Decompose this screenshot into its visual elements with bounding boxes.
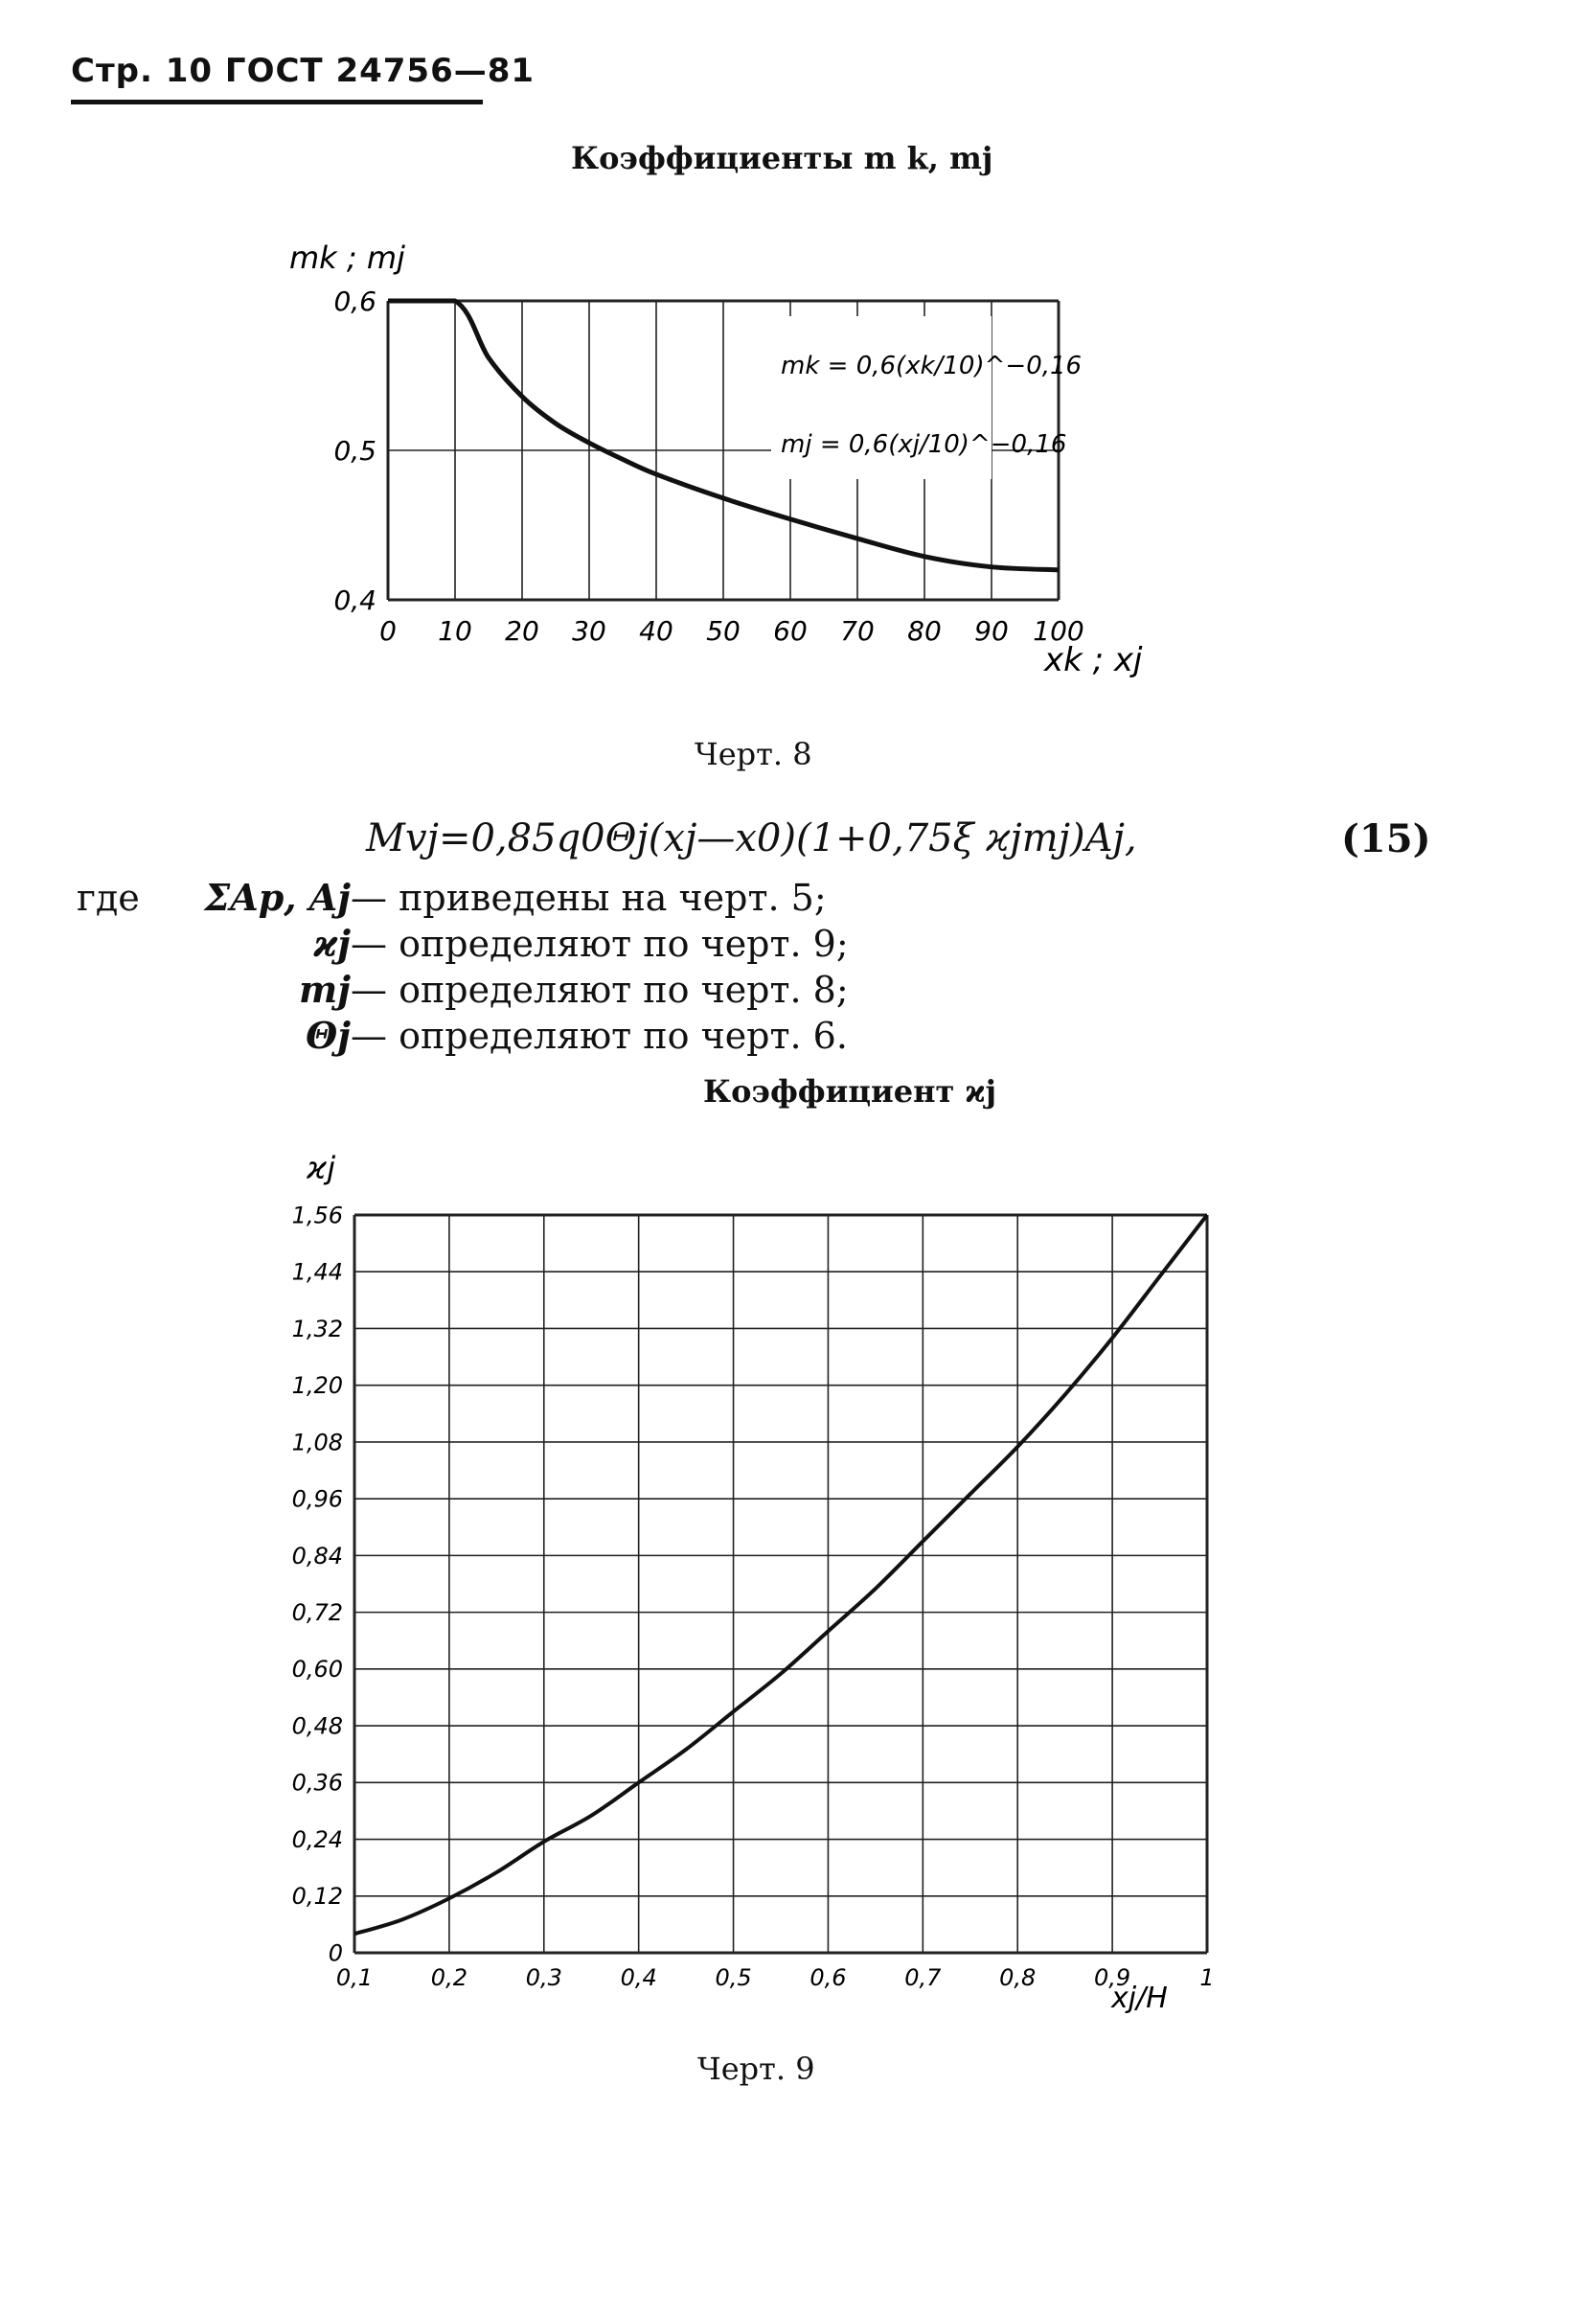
where-lead: где <box>77 877 140 919</box>
c8-x-tick-label: 80 <box>907 615 942 647</box>
where-symbol: ΣAp, Aj <box>204 876 351 919</box>
where-symbol: Θj <box>306 1014 351 1057</box>
c8-x-tick-label: 40 <box>639 615 673 647</box>
where-row-2 <box>77 922 849 965</box>
c9-x-tick-label: 0,8 <box>999 1964 1037 1991</box>
c9-x-tick-label: 0,2 <box>430 1964 467 1991</box>
c9-x-tick-label: 0,5 <box>715 1964 752 1991</box>
chart9-title: Коэффициент ϰj <box>703 1073 997 1110</box>
chart9-grid <box>354 1215 1207 1953</box>
chart8-formula-mj: mj = 0,6(xj/10)^−0,16 <box>781 430 1067 459</box>
c8-x-tick-label: 10 <box>438 615 472 647</box>
c9-x-tick-label: 0,3 <box>525 1964 562 1991</box>
where-text: — определяют по черт. 9; <box>351 923 849 965</box>
c9-y-tick-label: 1,56 <box>291 1202 343 1229</box>
chart9-caption: Черт. 9 <box>697 2051 815 2087</box>
c9-y-tick-label: 0,84 <box>291 1542 343 1570</box>
c9-x-tick-label: 0,1 <box>335 1964 374 1991</box>
chart8-title: Коэффициенты m k, mj <box>571 140 993 176</box>
where-text: — определяют по черт. 8; <box>351 969 849 1011</box>
where-symbol: mj <box>299 968 351 1011</box>
c9-y-tick-label: 1,20 <box>291 1372 343 1400</box>
where-row-4 <box>77 1014 848 1057</box>
page-header: Стр. 10 ГОСТ 24756—81 <box>71 52 536 90</box>
c8-y-tick-label: 0,4 <box>333 584 376 616</box>
chart8-figure <box>278 240 1217 690</box>
c9-y-tick-label: 0,60 <box>291 1656 343 1684</box>
equation-number: (15) <box>1341 816 1431 861</box>
c8-x-tick-label: 0 <box>379 615 397 647</box>
c9-y-tick-label: 0 <box>328 1939 343 1967</box>
where-row-1 <box>77 876 827 919</box>
where-text: — приведены на черт. 5; <box>351 877 827 919</box>
chart8-formula-mk: mk = 0,6(xk/10)^−0,16 <box>781 352 1083 380</box>
where-row-3 <box>77 968 849 1011</box>
where-text: — определяют по черт. 6. <box>351 1015 848 1057</box>
c9-y-tick-label: 0,96 <box>291 1485 343 1513</box>
where-symbol: ϰj <box>313 922 351 965</box>
header-underline <box>71 100 483 104</box>
chart8-y-axis-label: mk ; mj <box>289 240 405 276</box>
c8-x-tick-label: 100 <box>1033 615 1084 647</box>
c8-x-tick-label: 70 <box>840 615 875 647</box>
c9-y-tick-label: 0,24 <box>291 1825 343 1853</box>
c9-y-tick-label: 0,12 <box>291 1883 343 1911</box>
c8-y-tick-label: 0,6 <box>333 285 376 317</box>
c9-y-tick-label: 0,36 <box>291 1769 343 1797</box>
c8-x-tick-label: 20 <box>505 615 539 647</box>
c9-x-tick-label: 0,4 <box>620 1964 657 1991</box>
c8-y-tick-label: 0,5 <box>333 434 376 467</box>
chart9-y-axis-label: ϰj <box>307 1150 336 1186</box>
c9-y-tick-label: 1,08 <box>291 1429 343 1456</box>
chart9-x-axis-label: xj/H <box>1111 1982 1168 2015</box>
c8-x-tick-label: 30 <box>572 615 606 647</box>
c9-y-tick-label: 0,48 <box>291 1712 343 1740</box>
c9-x-tick-label: 0,9 <box>1094 1964 1131 1991</box>
c9-x-tick-label: 0,6 <box>809 1964 847 1991</box>
c9-x-tick-label: 1 <box>1199 1964 1215 1991</box>
chart8-caption: Черт. 8 <box>695 736 812 772</box>
c9-y-tick-label: 1,44 <box>291 1258 343 1286</box>
c9-y-tick-label: 0,72 <box>291 1599 343 1627</box>
c8-x-tick-label: 50 <box>706 615 741 647</box>
c8-x-tick-label: 90 <box>974 615 1009 647</box>
c9-y-tick-label: 1,32 <box>291 1315 343 1342</box>
chart9-figure <box>278 1150 1274 2031</box>
chart9-tick-labels <box>292 1202 1215 1991</box>
equation-15: Mvj=0,85q0Θj(xj—x0)(1+0,75ξ ϰjmj)Aj, <box>366 816 1137 860</box>
c8-x-tick-label: 60 <box>773 615 808 647</box>
c9-x-tick-label: 0,7 <box>904 1964 942 1991</box>
chart8-x-axis-label: xk ; xj <box>1044 641 1143 679</box>
chart9-series-line <box>354 1215 1207 1934</box>
